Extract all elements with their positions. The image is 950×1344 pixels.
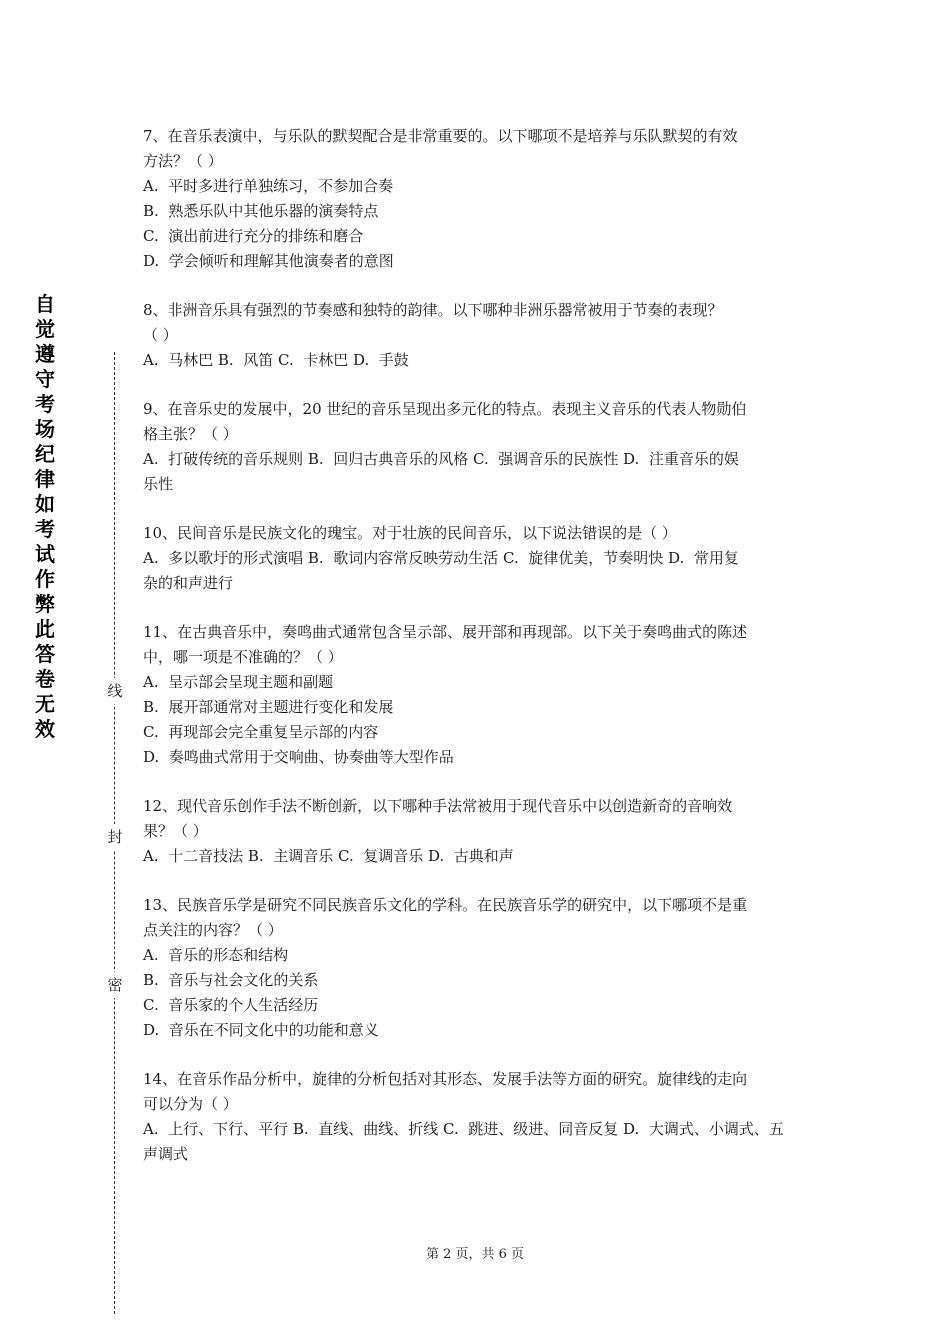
question-line: 12、现代音乐创作手法不断创新，以下哪种手法常被用于现代音乐中以创造新奇的音响效 bbox=[143, 797, 733, 815]
question-line: C. 再现部会完全重复呈示部的内容 bbox=[143, 723, 379, 741]
page-number: 第 2 页，共 6 页 bbox=[425, 1247, 525, 1262]
question-12 bbox=[143, 794, 811, 869]
question-10 bbox=[143, 521, 811, 596]
question-line: 10、民间音乐是民族文化的瑰宝。对于壮族的民间音乐，以下说法错误的是（ ） bbox=[143, 524, 677, 542]
question-line: 14、在音乐作品分析中，旋律的分析包括对其形态、发展手法等方面的研究。旋律线的走向 bbox=[143, 1070, 748, 1088]
question-line: C. 演出前进行充分的排练和磨合 bbox=[143, 227, 364, 245]
question-line: D. 学会倾听和理解其他演奏者的意图 bbox=[143, 252, 394, 270]
question-line: 7、在音乐表演中，与乐队的默契配合是非常重要的。以下哪项不是培养与乐队默契的有效 bbox=[143, 127, 738, 145]
question-line: A. 马林巴 B. 风笛 C. 卡林巴 D. 手鼓 bbox=[143, 351, 409, 369]
question-line: D. 音乐在不同文化中的功能和意义 bbox=[143, 1021, 379, 1039]
binding-label-mi: 密 bbox=[104, 972, 126, 998]
question-8 bbox=[143, 298, 811, 373]
question-line: 格主张？（ ） bbox=[143, 425, 238, 443]
question-line: C. 音乐家的个人生活经历 bbox=[143, 996, 319, 1014]
question-line: 可以分为（ ） bbox=[143, 1095, 238, 1113]
question-line: 11、在古典音乐中，奏鸣曲式通常包含呈示部、展开部和再现部。以下关于奏鸣曲式的陈述 bbox=[143, 623, 748, 641]
question-line: A. 上行、下行、平行 B. 直线、曲线、折线 C. 跳进、级进、同音反复 D. 大调式、小调式、五 bbox=[143, 1120, 784, 1138]
question-line: A. 十二音技法 B. 主调音乐 C. 复调音乐 D. 古典和声 bbox=[143, 847, 514, 865]
binding-label-feng: 封 bbox=[104, 824, 126, 850]
question-line: 杂的和声进行 bbox=[143, 574, 234, 592]
question-list bbox=[143, 124, 811, 1191]
question-line: D. 奏鸣曲式常用于交响曲、协奏曲等大型作品 bbox=[143, 748, 454, 766]
question-line: A. 打破传统的音乐规则 B. 回归古典音乐的风格 C. 强调音乐的民族性 D. 注重音乐的娱 bbox=[143, 450, 739, 468]
question-line: 中，哪一项是不准确的？（ ） bbox=[143, 648, 343, 666]
question-14 bbox=[143, 1067, 811, 1167]
question-line: 9、在音乐史的发展中，20 世纪的音乐呈现出多元化的特点。表现主义音乐的代表人物勋伯 bbox=[143, 400, 747, 418]
question-9 bbox=[143, 397, 811, 497]
question-line: A. 音乐的形态和结构 bbox=[143, 946, 289, 964]
question-line: 果？（ ） bbox=[143, 822, 208, 840]
question-line: 方法？（ ） bbox=[143, 152, 223, 170]
question-line: 8、非洲音乐具有强烈的节奏感和独特的韵律。以下哪种非洲乐器常被用于节奏的表现？ bbox=[143, 301, 723, 319]
question-13 bbox=[143, 893, 811, 1043]
question-11 bbox=[143, 620, 811, 770]
question-line: B. 音乐与社会文化的关系 bbox=[143, 971, 319, 989]
question-line: 点关注的内容？（ ） bbox=[143, 921, 283, 939]
binding-label-xian: 线 bbox=[104, 678, 126, 704]
question-line: A. 多以歌圩的形式演唱 B. 歌词内容常反映劳动生活 C. 旋律优美，节奏明快 D. 常用复 bbox=[143, 549, 739, 567]
question-line: 13、民族音乐学是研究不同民族音乐文化的学科。在民族音乐学的研究中，以下哪项不是重 bbox=[143, 896, 748, 914]
exam-rules-warning: 自觉遵守考场纪律如考试作弊此答卷无效 bbox=[35, 292, 55, 741]
question-7 bbox=[143, 124, 811, 274]
question-line: B. 熟悉乐队中其他乐器的演奏特点 bbox=[143, 202, 379, 220]
question-line: 声调式 bbox=[143, 1145, 189, 1163]
question-line: A. 平时多进行单独练习，不参加合奏 bbox=[143, 177, 394, 195]
question-line: 乐性 bbox=[143, 475, 174, 493]
question-line: B. 展开部通常对主题进行变化和发展 bbox=[143, 698, 394, 716]
question-line: （ ） bbox=[143, 326, 178, 344]
question-line: A. 呈示部会呈现主题和副题 bbox=[143, 673, 334, 691]
